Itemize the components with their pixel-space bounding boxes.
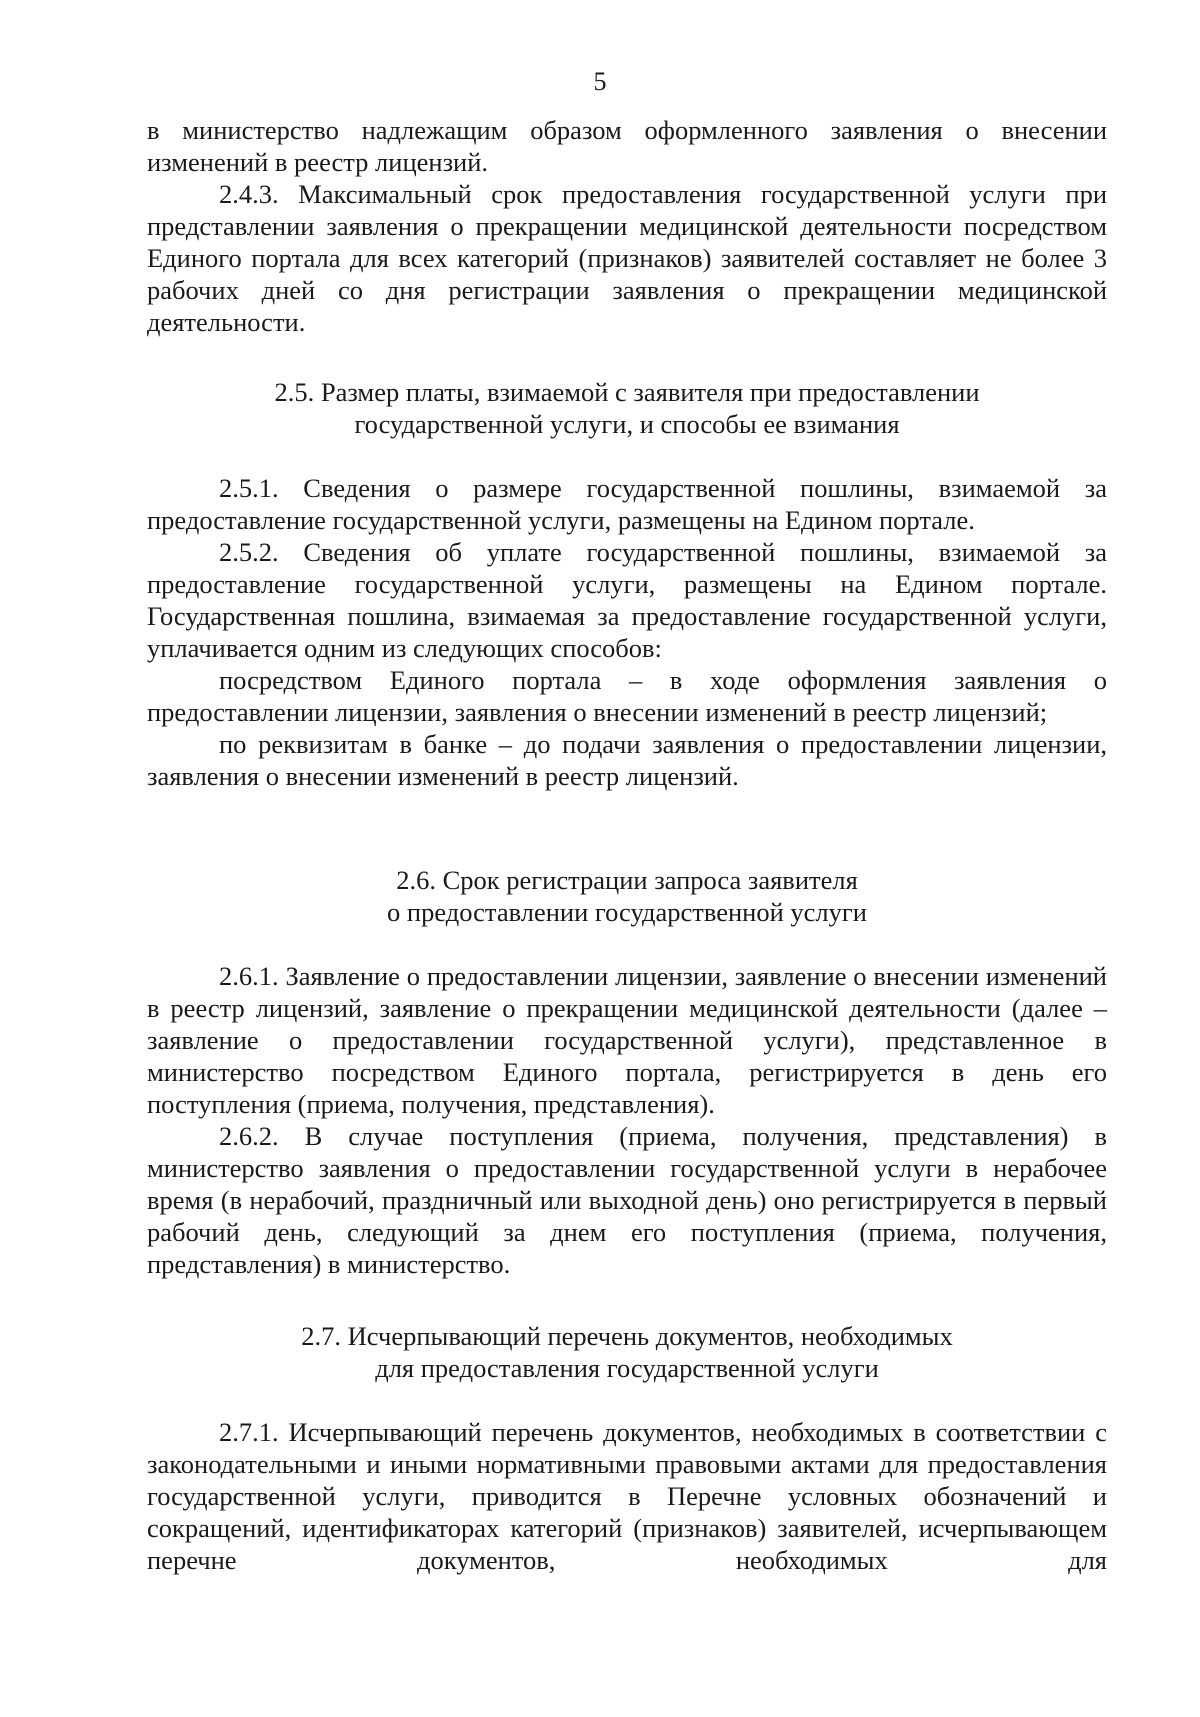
heading-2-6-line-1: 2.6. Срок регистрации запроса заявителя xyxy=(396,865,858,895)
heading-2-7-line-1: 2.7. Исчерпывающий перечень документов, необходимых xyxy=(301,1321,953,1351)
paragraph-2-6-1: 2.6.1. Заявление о предоставлении лицензии, заявление о внесении изменений в реестр лицензий, заявление о прекращении медицинской деятельности (далее – заявление о предоставлении государственной услуги), представленное в министерство посредством Единого портала, регистрируется в день его поступления (приема, получения, представления). xyxy=(147,961,1107,1119)
intro-block xyxy=(147,114,1107,338)
paragraph-continuation: в министерство надлежащим образом оформленного заявления о внесении изменений в реестр лицензий. xyxy=(147,115,1107,177)
heading-2-5-line-2: государственной услуги, и способы ее взимания xyxy=(354,409,900,439)
section-2-7-body xyxy=(147,1416,1107,1576)
paragraph-2-5-1: 2.5.1. Сведения о размере государственной пошлины, взимаемой за предоставление государственной услуги, размещены на Едином портале. xyxy=(147,473,1107,535)
paragraph-payment-way-1: посредством Единого портала – в ходе оформления заявления о предоставлении лицензии, заявления о внесении изменений в реестр лицензий; xyxy=(147,665,1107,727)
section-heading-2-5 xyxy=(147,376,1107,440)
heading-2-7-line-2: для предоставления государственной услуги xyxy=(375,1353,879,1383)
paragraph-2-4-3: 2.4.3. Максимальный срок предоставления государственной услуги при представлении заявления о прекращении медицинской деятельности посредством Единого портала для всех категорий (признаков) заявителей составляет не более 3 рабочих дней со дня регистрации заявления о прекращении медицинской деятельности. xyxy=(147,179,1107,337)
page-number: 5 xyxy=(593,67,607,96)
section-2-6-body xyxy=(147,960,1107,1280)
paragraph-2-7-1: 2.7.1. Исчерпывающий перечень документов, необходимых в соответствии с законодательными и иными нормативными правовыми актами для предоставления государственной услуги, приводится в Перечне условных обозначений и сокращений, идентификаторах категорий (признаков) заявителей, исчерпывающем перечне документов, необходимых для xyxy=(147,1417,1107,1575)
section-heading-2-7 xyxy=(147,1320,1107,1384)
heading-2-5-line-1: 2.5. Размер платы, взимаемой с заявителя при предоставлении xyxy=(274,377,980,407)
section-heading-2-6 xyxy=(147,864,1107,928)
paragraph-2-6-2: 2.6.2. В случае поступления (приема, получения, представления) в министерство заявления о предоставлении государственной услуги в нерабочее время (в нерабочий, праздничный или выходной день) оно регистрируется в первый рабочий день, следующий за днем его поступления (приема, получения, представления) в министерство. xyxy=(147,1121,1107,1279)
section-2-5-body xyxy=(147,472,1107,792)
paragraph-payment-way-2: по реквизитам в банке – до подачи заявления о предоставлении лицензии, заявления о внесении изменений в реестр лицензий. xyxy=(147,729,1107,791)
heading-2-6-line-2: о предоставлении государственной услуги xyxy=(387,897,867,927)
paragraph-2-5-2: 2.5.2. Сведения об уплате государственной пошлины, взимаемой за предоставление государственной услуги, размещены на Едином портале. Государственная пошлина, взимаемая за предоставление государственной услуги, уплачивается одним из следующих способов: xyxy=(147,537,1107,663)
